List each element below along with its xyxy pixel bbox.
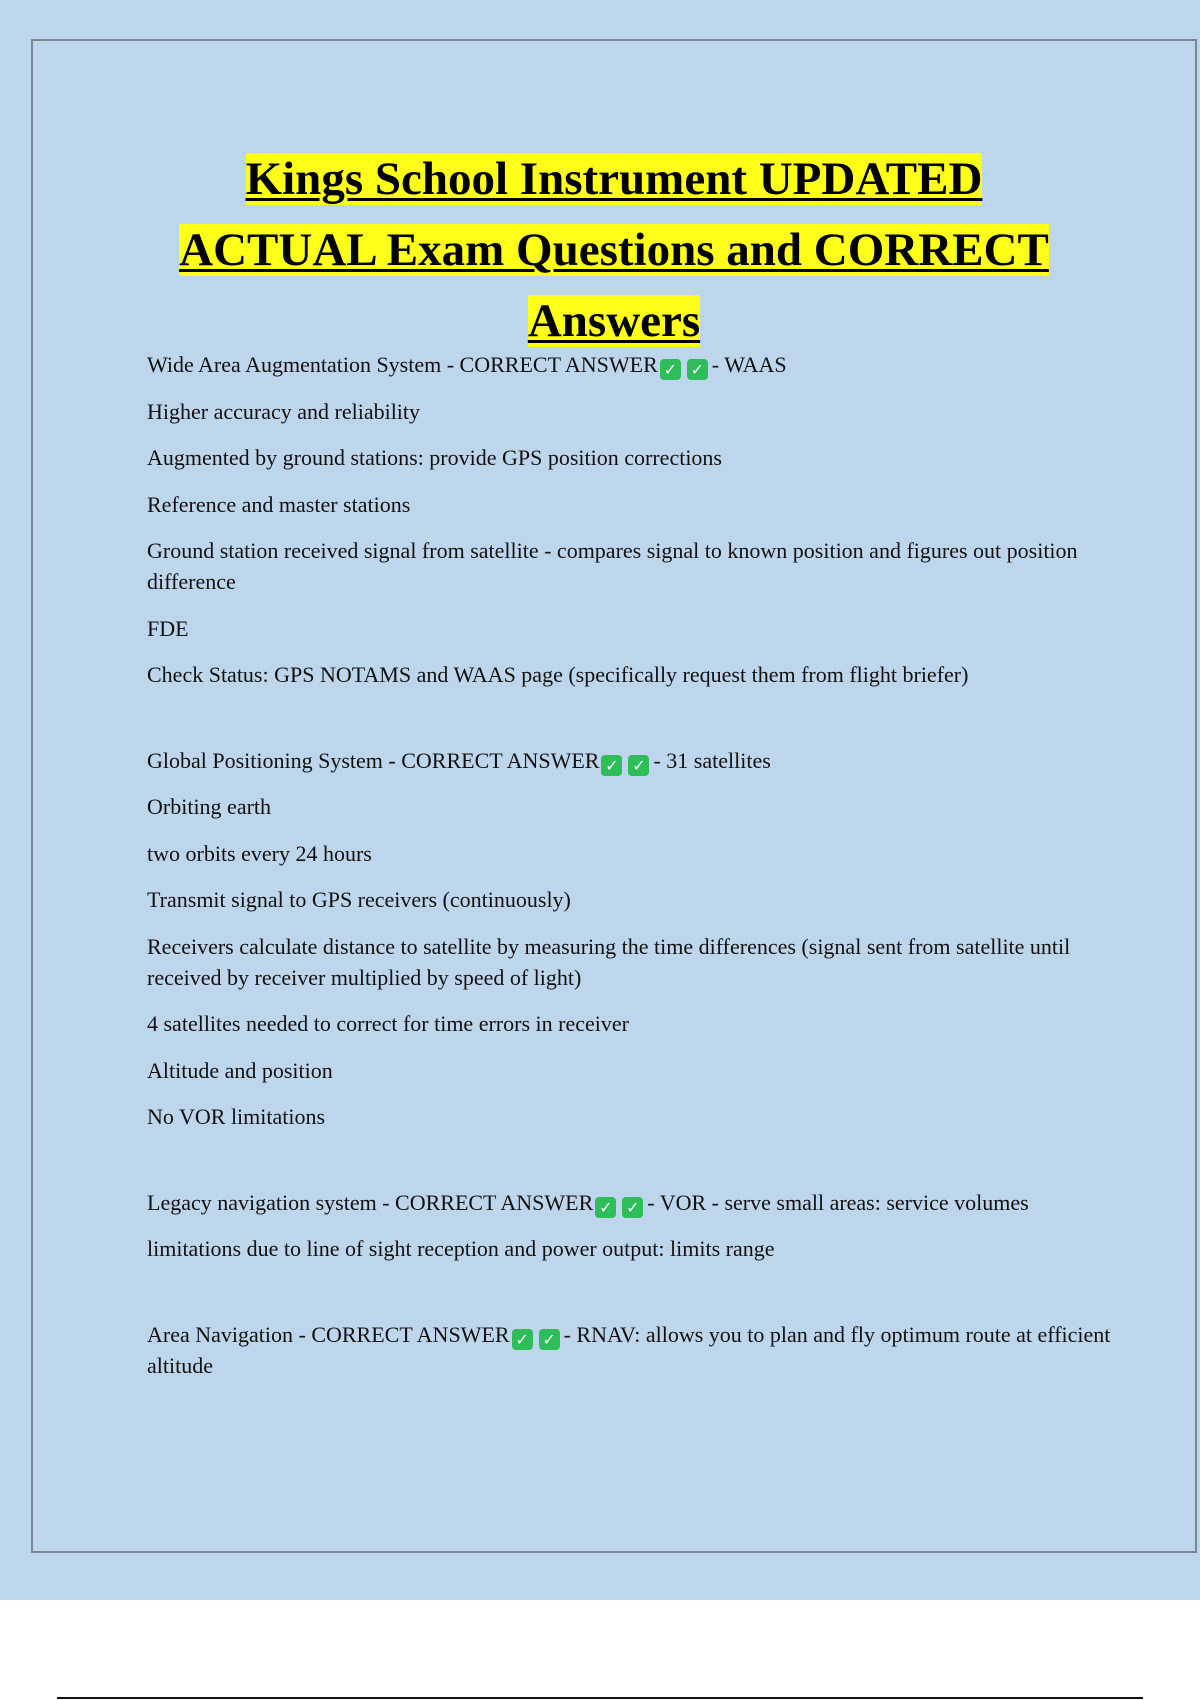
check-mark-icon: ✓ bbox=[512, 1329, 533, 1350]
question-text: Wide Area Augmentation System - CORRECT ANSWER bbox=[147, 352, 658, 377]
answer-line: Transmit signal to GPS receivers (continuously) bbox=[147, 887, 571, 912]
question-line bbox=[147, 1187, 1137, 1218]
answer-line: Orbiting earth bbox=[147, 794, 272, 819]
question-line bbox=[147, 349, 1137, 380]
title-line-3: Answers bbox=[527, 295, 701, 347]
answer-line: Reference and master stations bbox=[147, 491, 411, 517]
answer-line: Higher accuracy and reliability bbox=[147, 398, 421, 424]
question-line bbox=[147, 745, 1137, 776]
question-text: Legacy navigation system - CORRECT ANSWER bbox=[147, 1189, 594, 1215]
answer-text: - RNAV: allows you to plan and fly optimum route at efficient altitude bbox=[147, 1321, 1111, 1378]
section-spacer bbox=[147, 1148, 1137, 1187]
check-mark-icon: ✓ bbox=[687, 359, 708, 380]
answer-line: Altitude and position bbox=[147, 1057, 333, 1083]
question-line bbox=[147, 1319, 1137, 1381]
document-page bbox=[31, 39, 1197, 1553]
answer-text: - WAAS bbox=[711, 352, 787, 377]
answer-text: - 31 satellites bbox=[653, 747, 771, 773]
answer-line: limitations due to line of sight reception and power output: limits range bbox=[147, 1236, 775, 1261]
answer-line: Receivers calculate distance to satellite by measuring the time differences (signal sent from satellite until received by receiver multiplied by speed of light) bbox=[147, 933, 1071, 990]
section-spacer bbox=[147, 706, 1137, 745]
section-spacer bbox=[147, 1280, 1137, 1319]
qa-content bbox=[147, 349, 1137, 1396]
question-text: Area Navigation - CORRECT ANSWER bbox=[147, 1321, 510, 1347]
check-mark-icon: ✓ bbox=[595, 1197, 616, 1218]
answer-line: No VOR limitations bbox=[147, 1104, 326, 1129]
check-mark-icon: ✓ bbox=[622, 1197, 643, 1218]
document-title bbox=[33, 149, 1195, 362]
check-mark-icon: ✓ bbox=[539, 1329, 560, 1350]
answer-line: Ground station received signal from satellite - compares signal to known position and figures out position difference bbox=[147, 538, 1078, 594]
answer-line: FDE bbox=[147, 615, 189, 641]
answer-line: Check Status: GPS NOTAMS and WAAS page (specifically request them from flight briefer) bbox=[147, 662, 969, 687]
footer-divider bbox=[57, 1697, 1143, 1699]
check-mark-icon: ✓ bbox=[660, 359, 681, 380]
answer-line: 4 satellites needed to correct for time errors in receiver bbox=[147, 1011, 629, 1036]
title-line-2: ACTUAL Exam Questions and CORRECT bbox=[179, 224, 1049, 276]
check-mark-icon: ✓ bbox=[628, 755, 649, 776]
check-mark-icon: ✓ bbox=[601, 755, 622, 776]
question-text: Global Positioning System - CORRECT ANSWER bbox=[147, 747, 600, 773]
answer-line: Augmented by ground stations: provide GPS position corrections bbox=[147, 445, 722, 470]
answer-line: two orbits every 24 hours bbox=[147, 840, 372, 866]
title-line-1: Kings School Instrument UPDATED bbox=[245, 153, 983, 205]
answer-text: - VOR - serve small areas: service volumes bbox=[647, 1189, 1029, 1215]
